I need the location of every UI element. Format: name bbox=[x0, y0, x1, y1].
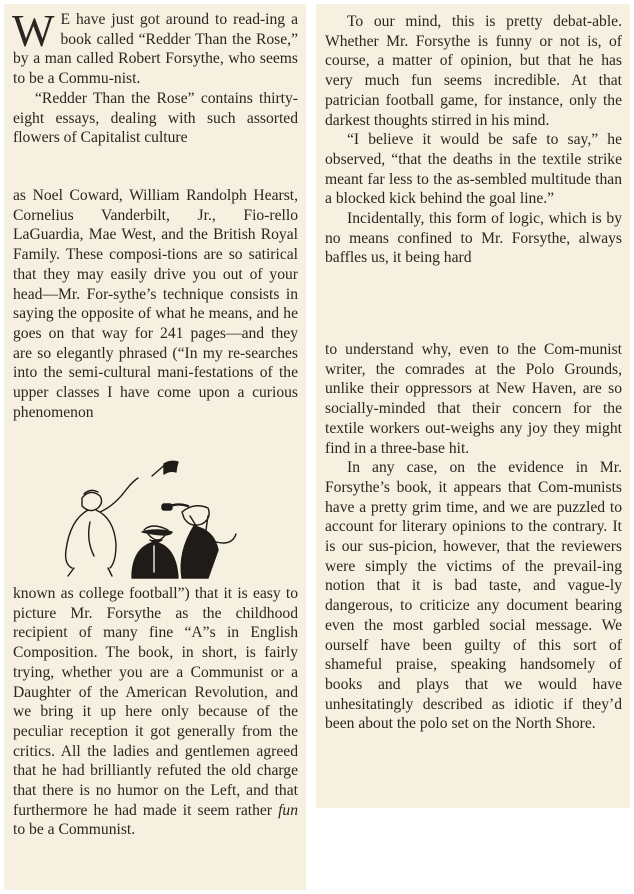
paragraph-panel-5 bbox=[316, 4, 630, 340]
paragraph-text: known as college football”) that it is easy to picture Mr. Forsythe as the childhood recipient of many fine “A”s in English Composition. The book, in short, is fairly trying, whether you are a Communist or a Daughter of the American Revolution, and we bring it up here only because of the peculiar reception it got generally from the critics. All the ladies and gentlemen agreed that he had brilliantly refuted the old charge that there is no humor on the Left, and that furthermore he had made it seem rather bbox=[13, 585, 298, 819]
paragraph-four-quote: “I believe it would be safe to say,” he observed, “that the deaths in the textile strike meant far less to the as-sembled multitude than a blocked kick behind the goal line.” bbox=[325, 131, 622, 208]
emphasis-fun: fun bbox=[278, 801, 298, 819]
paragraph-panel-1 bbox=[4, 4, 306, 188]
paragraph-five-start: Incidentally, this form of logic, which is by no means confined to Mr. Forsythe, always baffles us, it being hard bbox=[325, 210, 622, 267]
opening-text: E have just got around to read-ing a book called “Redder Than the Rose,” by a man called Robert Forsythe, who seems to be a Commu-nist. bbox=[13, 11, 298, 88]
drop-cap: W bbox=[12, 6, 55, 56]
illustration-panel bbox=[4, 446, 306, 580]
paragraph-two-continued-2 bbox=[13, 584, 298, 840]
paragraph-text-end: to be a Communist. bbox=[13, 821, 136, 839]
cartoon-illustration bbox=[4, 446, 306, 580]
paragraph-six: In any case, on the evidence in Mr. Forsythe’s book, it appears that Com-munists have a pretty grim time, and we are puzzled to account for literary opinions to the contrary. It is our sus-picion, however, that the reviewers were simply the victims of the prevail-ing notion that it is bad taste, and vague-ly dangerous, to criticize any document bearing even the most garbled social message. We ourself have been guilty of this sort of shameful praise, speaking handsomely of books and plays that we would have unhesitatingly described as idiotic if they’d been about the polo set on the North Shore. bbox=[325, 459, 622, 733]
paragraph-panel-4 bbox=[4, 580, 306, 890]
paragraph-two-continued: as Noel Coward, William Randolph Hearst, Cornelius Vanderbilt, Jr., Fio-rello LaGuardia, Mae West, and the British Royal Family. These composi-tions are so satirical that they may easily drive you out of your head—Mr. For-sythe’s technique consists in saying the opposite of what he means, and he goes on that way for 241 pages—and they are so elegantly phrased (“In my re-searches into the semi-cultural mani-festations of the upper classes I have come upon a curious phenomenon bbox=[13, 187, 298, 421]
paragraph-five-continued: to understand why, even to the Com-munist writer, the comrades at the Polo Grounds, unlike their oppressors at New Haven, are so socially-minded that their concern for the textile workers out-weighs any joy they might find in a three-base hit. bbox=[325, 341, 622, 457]
paragraph-panel-6 bbox=[316, 338, 630, 808]
paragraph-panel-2 bbox=[4, 180, 306, 446]
paragraph-two-start: “Redder Than the Rose” contains thirty-eight essays, dealing with such assorted flowers of Capitalist culture bbox=[13, 89, 298, 147]
opening-paragraph bbox=[12, 6, 298, 89]
paragraph-three: To our mind, this is pretty debat-able. Whether Mr. Forsythe is funny or not is, of course, a matter of opinion, but that he has very much fun seems incredible. At that patrician football game, for instance, only the darkest thoughts stirred in his mind. bbox=[325, 13, 622, 129]
